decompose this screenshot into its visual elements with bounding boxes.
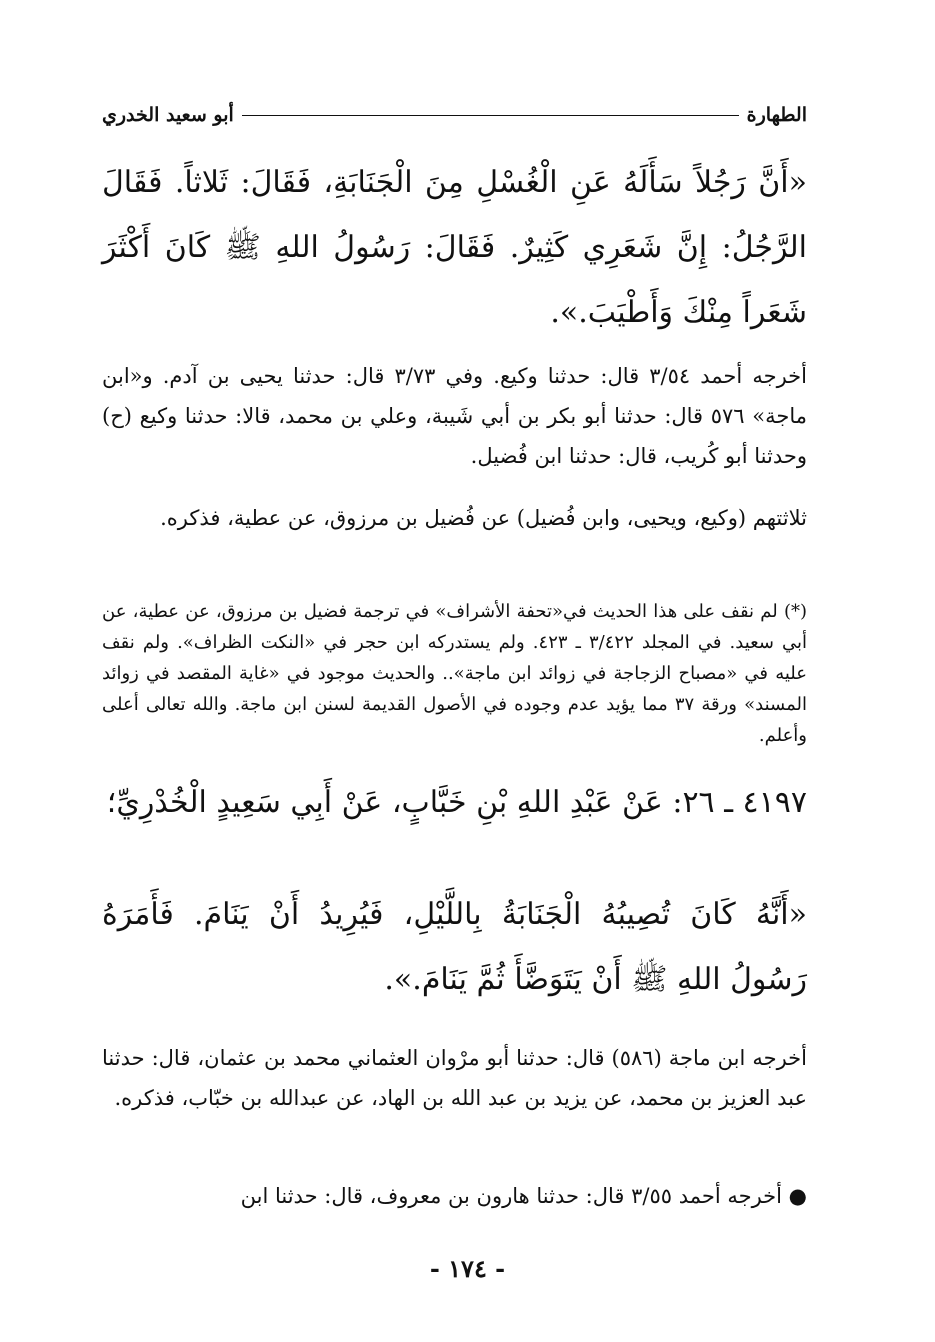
takhrij-2-paragraph-1: أخرجه ابن ماجة (٥٨٦) قال: حدثنا أبو مرْوان العثماني محمد بن عثمان، قال: حدثنا عبد العزيز بن محمد، عن يزيد بن عبد الله بن الهاد، عن عبدالله بن خبّاب، فذكره. [102,1046,807,1110]
hadith-2-text: «أَنَّهُ كَانَ تُصِيبُهُ الْجَنَابَةُ بِاللَّيْلِ، فَيُرِيدُ أَنْ يَنَامَ. فَأَمَرَهُ رَسُولُ اللهِ ﷺ أَنْ يَتَوَضَّأَ ثُمَّ يَنَامَ.». [102,897,807,997]
footnote: (*) لم نقف على هذا الحديث في«تحفة الأشراف» في ترجمة فضيل بن مرزوق، عن عطية، عن أبي سعيد. في المجلد ٣/٤٢٢ ـ ٤٢٣. ولم يستدركه ابن حجر في «النكت الظراف». ولم نقف عليه في «مصباح الزجاجة في زوائد ابن ماجة».. والحديث موجود في «غاية المقصد في زوائد المسند» ورقة ٣٧ مما يؤيد عدم وجوده في الأصول القديمة لسنن ابن ماجة. والله تعالى أعلى وأعلم. [102,601,807,746]
takhrij-1-paragraph-1: أخرجه أحمد ٣/٥٤ قال: حدثنا وكيع. وفي ٣/٧٣ قال: حدثنا يحيى بن آدم. و«ابن ماجة» ٥٧٦ قال: حدثنا أبو بكر بن أبي شَيبة، وعلي بن محمد، قالا: حدثنا وكيع (ح) وحدثنا أبو كُريب، قال: حدثنا ابن فُضيل. [102,364,807,468]
narrator-title: أبو سعيد الخدري [102,104,234,126]
takhrij-1-paragraph-2: ثلاثتهم (وكيع، ويحيى، وابن فُضيل) عن فُضيل بن مرزوق، عن عطية، فذكره. [160,506,807,530]
header-rule [242,115,739,116]
hadith-1-text: «أَنَّ رَجُلاً سَأَلَهُ عَنِ الْغُسْلِ مِنَ الْجَنَابَةِ، فَقَالَ: ثَلاثاً. فَقَالَ الرَّجُلُ: إِنَّ شَعَرِي كَثِيرٌ. فَقَالَ: رَسُولُ اللهِ ﷺ كَانَ أَكْثَرَ شَعَراً مِنْكَ وَأَطْيَبَ.». [102,165,807,330]
hadith-2-heading: ٤١٩٧ ـ ٢٦: عَنْ عَبْدِ اللهِ بْنِ خَبَّابٍ، عَنْ أَبِي سَعِيدٍ الْخُدْرِيِّ؛ [106,785,807,820]
chapter-title: الطهارة [746,104,807,126]
page-number: - ١٧٤ - [429,1254,506,1283]
takhrij-2-paragraph-2: ● أخرجه أحمد ٣/٥٥ قال: حدثنا هارون بن معروف، قال: حدثنا ابن [240,1184,807,1208]
running-header [102,100,807,130]
